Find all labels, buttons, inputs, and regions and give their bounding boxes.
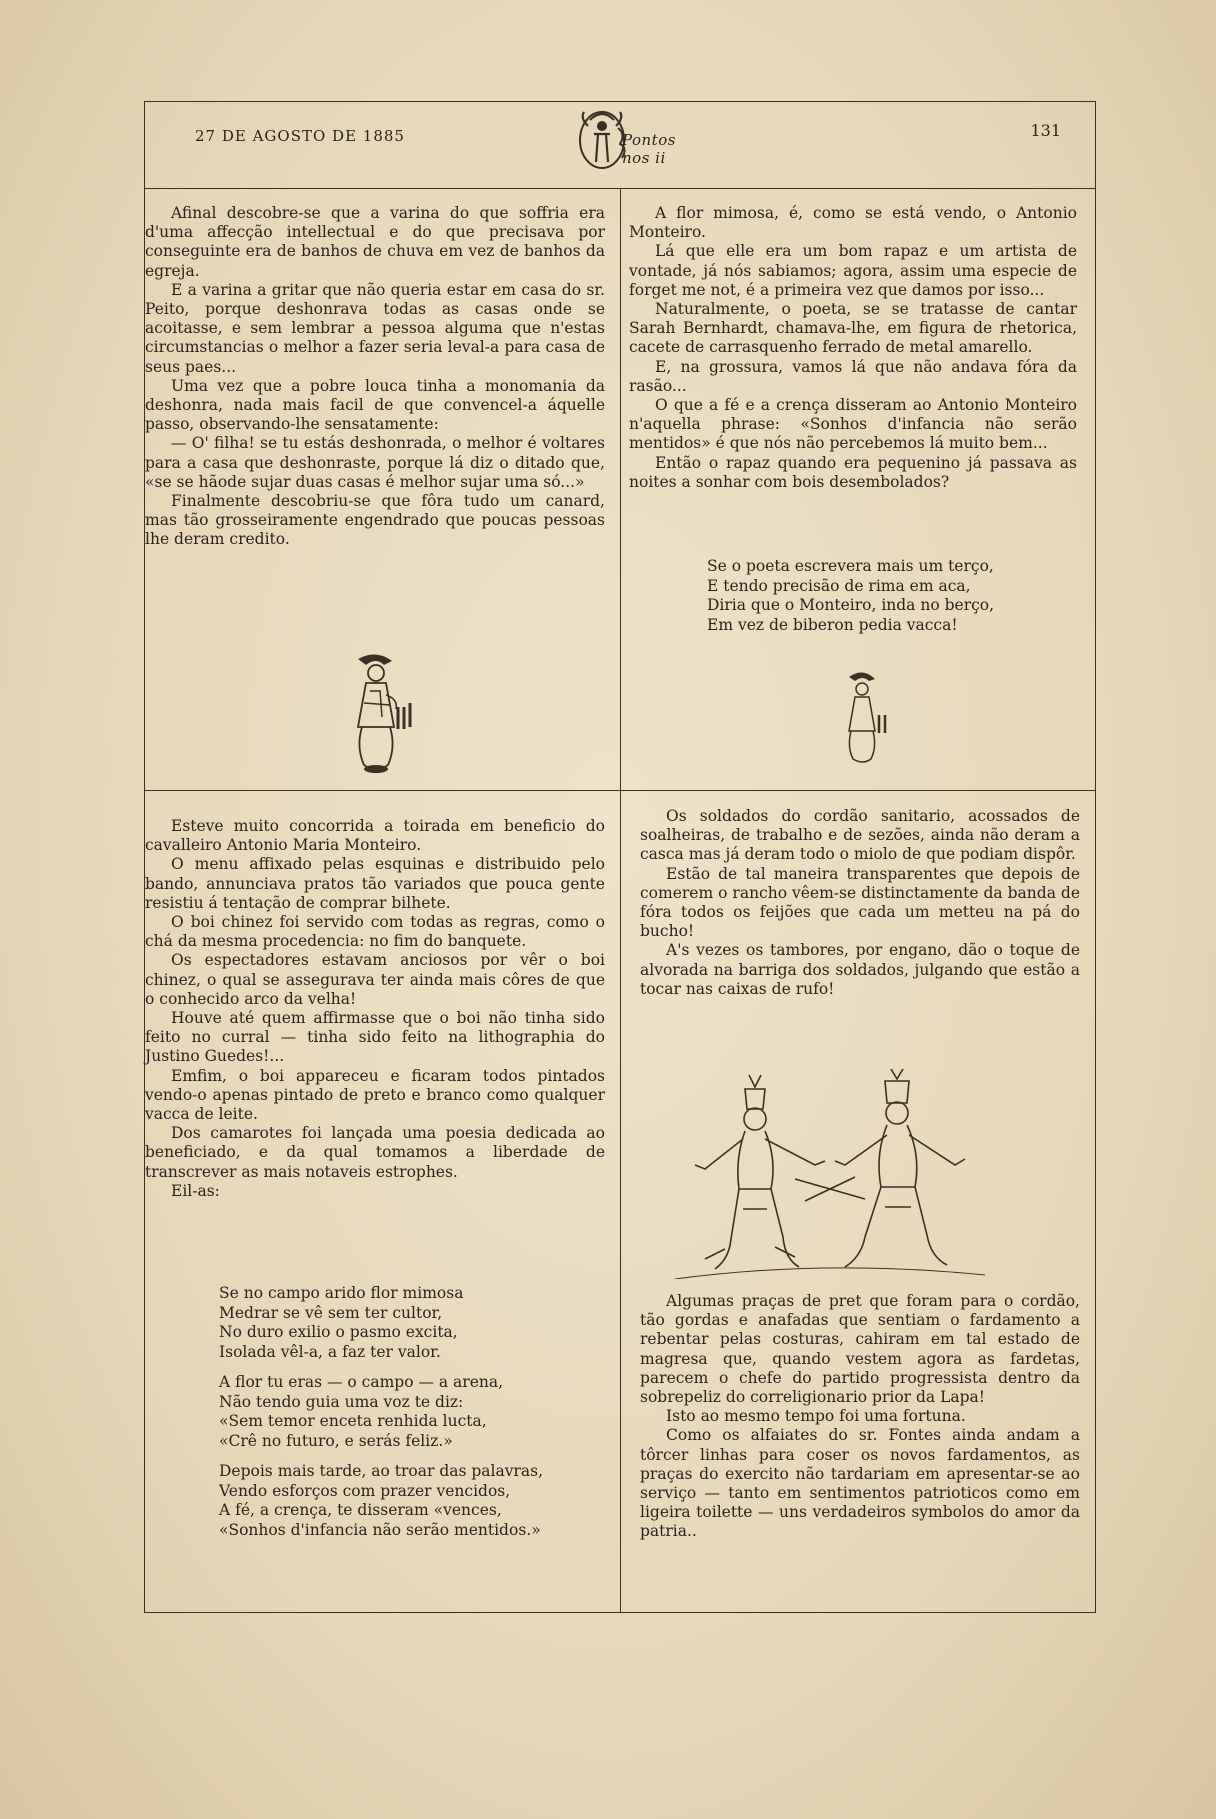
zepovinho-figure-icon bbox=[340, 647, 420, 777]
page-header bbox=[145, 102, 1095, 189]
page-number: 131 bbox=[1030, 121, 1061, 140]
verse-line: E tendo precisão de rima em aca, bbox=[707, 576, 971, 595]
article-bottom-right-cont bbox=[640, 1292, 1080, 1542]
article-top-right bbox=[629, 204, 1077, 492]
verse-line: Em vez de biberon pedia vacca! bbox=[707, 615, 958, 634]
paragraph: Como os alfaiates do sr. Fontes ainda andam a tôrcer linhas para coser os novos fardamentos, as praças do exercito não tardariam em apresentar-se ao serviço — tanto em sentimentos patrioticos como em ligeira toilette — uns verdadeiros symbolos do amor da patria.. bbox=[640, 1426, 1080, 1541]
poem-line: Não tendo guia uma voz te diz: bbox=[219, 1392, 464, 1411]
poem-line: Isolada vêl-a, a faz ter valor. bbox=[219, 1342, 441, 1361]
paragraph: Houve até quem affirmasse que o boi não tinha sido feito no curral — tinha sido feito na lithographia do Justino Guedes!... bbox=[145, 1009, 605, 1066]
poem-line: A flor tu eras — o campo — a arena, bbox=[219, 1373, 504, 1391]
masthead-logo bbox=[570, 104, 690, 174]
paragraph: O menu affixado pelas esquinas e distribuido pelo bando, annunciava pratos tão variados que pouca gente resistiu á tentação de comprar bilhete. bbox=[145, 855, 605, 912]
verse-line: Se o poeta escrevera mais um terço, bbox=[707, 557, 994, 575]
article-top-left bbox=[145, 204, 605, 550]
logo-text: Pontos nos ii bbox=[622, 131, 676, 167]
paragraph: Os soldados do cordão sanitario, acossados de soalheiras, de trabalho e de sezões, ainda não deram a casca mas já deram todo o miolo de que podiam dispôr. bbox=[640, 807, 1080, 864]
paragraph: — O' filha! se tu estás deshonrada, o melhor é voltares para a casa que deshonraste, porque lá diz o ditado que, «se se hãode sujar duas casas é melhor sujar uma só...» bbox=[145, 434, 605, 491]
paragraph: Finalmente descobriu-se que fôra tudo um canard, mas tão grosseiramente engendrado que poucas pessoas lhe deram credito. bbox=[145, 492, 605, 549]
paragraph: Emfim, o boi appareceu e ficaram todos pintados vendo-o apenas pintado de preto e branco como qualquer vacca de leite. bbox=[145, 1066, 605, 1124]
paragraph: Dos camarotes foi lançada uma poesia dedicada ao beneficiado, e da qual tomamos a liberdade de transcrever as mais notaveis estrophes. bbox=[145, 1124, 605, 1181]
verse-line: Diria que o Monteiro, inda no berço, bbox=[707, 596, 995, 614]
paragraph: Isto ao mesmo tempo foi uma fortuna. bbox=[666, 1407, 966, 1426]
poem-stanza bbox=[219, 1284, 599, 1362]
paragraph: Então o rapaz quando era pequenino já passava as noites a sonhar com bois desembolados? bbox=[629, 453, 1077, 491]
header-date: 27 DE AGOSTO DE 1885 bbox=[195, 127, 405, 145]
paragraph: A flor mimosa, é, como se está vendo, o Antonio Monteiro. bbox=[629, 204, 1077, 242]
poem-line: «Crê no futuro, e serás feliz.» bbox=[219, 1431, 453, 1450]
paragraph: E a varina a gritar que não queria estar em casa do sr. Peito, porque deshonrava todas as casas onde se acoitasse, e sem lembrar a pessoa alguma que n'estas circumstancias o melhor a fazer seria leval-a para casa de seus paes... bbox=[145, 280, 605, 376]
paragraph: Os espectadores estavam anciosos por vêr o boi chinez, o qual se assegurava ter ainda mais côres de que o conhecido arco da velha! bbox=[145, 951, 605, 1008]
paragraph: Uma vez que a pobre louca tinha a monomania da deshonra, nada mais facil de que convencel-a áquelle passo, observando-lhe sensatamente: bbox=[145, 376, 605, 434]
poem-line: «Sonhos d'infancia não serão mentidos.» bbox=[219, 1520, 541, 1539]
column-divider bbox=[620, 188, 621, 1612]
page-frame bbox=[144, 101, 1096, 1613]
poem-line: «Sem temor enceta renhida lucta, bbox=[219, 1412, 487, 1430]
poem-line: A fé, a crença, te disseram «vences, bbox=[219, 1501, 502, 1519]
poem-stanza bbox=[219, 1462, 599, 1540]
paragraph: Afinal descobre-se que a varina do que soffria era d'uma affecção intellectual e do que precisava por conseguinte era de banhos de chuva em vez de banhos da egreja. bbox=[145, 204, 605, 280]
paragraph: Algumas praças de pret que foram para o cordão, tão gordas e anafadas que sentiam o fardamento a rebentar pelas costuras, cahiram em tal estado de magresa que, quando vestem agora as fardetas, parecem o chefe do partido progressista dentro da sobrepeliz do correligionario prior da Lapa! bbox=[640, 1292, 1080, 1407]
section-divider bbox=[145, 790, 1095, 791]
soldiers-illustration-icon bbox=[665, 1069, 995, 1279]
poem-line: Medrar se vê sem ter cultor, bbox=[219, 1303, 443, 1322]
paragraph: O boi chinez foi servido com todas as regras, como o chá da mesma procedencia: no fim do banquete. bbox=[145, 913, 605, 951]
verse-top-right bbox=[707, 557, 1087, 635]
paragraph: A's vezes os tambores, por engano, dão o toque de alvorada na barriga dos soldados, julgando que estão a tocar nas caixas de rufo! bbox=[640, 941, 1080, 998]
zepovinho-small-figure-icon bbox=[835, 667, 895, 767]
paragraph: Lá que elle era um bom rapaz e um artista de vontade, já nós sabiamos; agora, assim uma especie de forget me not, é a primeira vez que damos por isso... bbox=[629, 242, 1077, 299]
paragraph: Naturalmente, o poeta, se se tratasse de cantar Sarah Bernhardt, chamava-lhe, em figura de rhetorica, cacete de carrasquenho ferrado de metal amarello. bbox=[629, 300, 1077, 357]
article-bottom-right bbox=[640, 807, 1080, 999]
paragraph: Esteve muito concorrida a toirada em beneficio do cavalleiro Antonio Maria Monteiro. bbox=[145, 817, 605, 855]
poem bbox=[219, 1284, 599, 1551]
poem-line: Se no campo arido flor mimosa bbox=[219, 1284, 464, 1302]
poem-line: Depois mais tarde, ao troar das palavras, bbox=[219, 1462, 544, 1480]
poem-line: Vendo esforços com prazer vencidos, bbox=[219, 1481, 511, 1500]
paragraph: E, na grossura, vamos lá que não andava fóra da rasão... bbox=[629, 357, 1077, 395]
paragraph: O que a fé e a crença disseram ao Antonio Monteiro n'aquella phrase: «Sonhos d'infancia não serão mentidos» é que nós não percebemos lá muito bem... bbox=[629, 396, 1077, 453]
poem-stanza bbox=[219, 1373, 599, 1451]
paragraph: Estão de tal maneira transparentes que depois de comerem o rancho vêem-se distinctamente da banda de fóra todos os feijões que cada um metteu na pá do bucho! bbox=[640, 864, 1080, 941]
poem-line: No duro exilio o pasmo excita, bbox=[219, 1323, 458, 1341]
paragraph: Eil-as: bbox=[171, 1181, 220, 1200]
article-bottom-left bbox=[145, 817, 605, 1201]
